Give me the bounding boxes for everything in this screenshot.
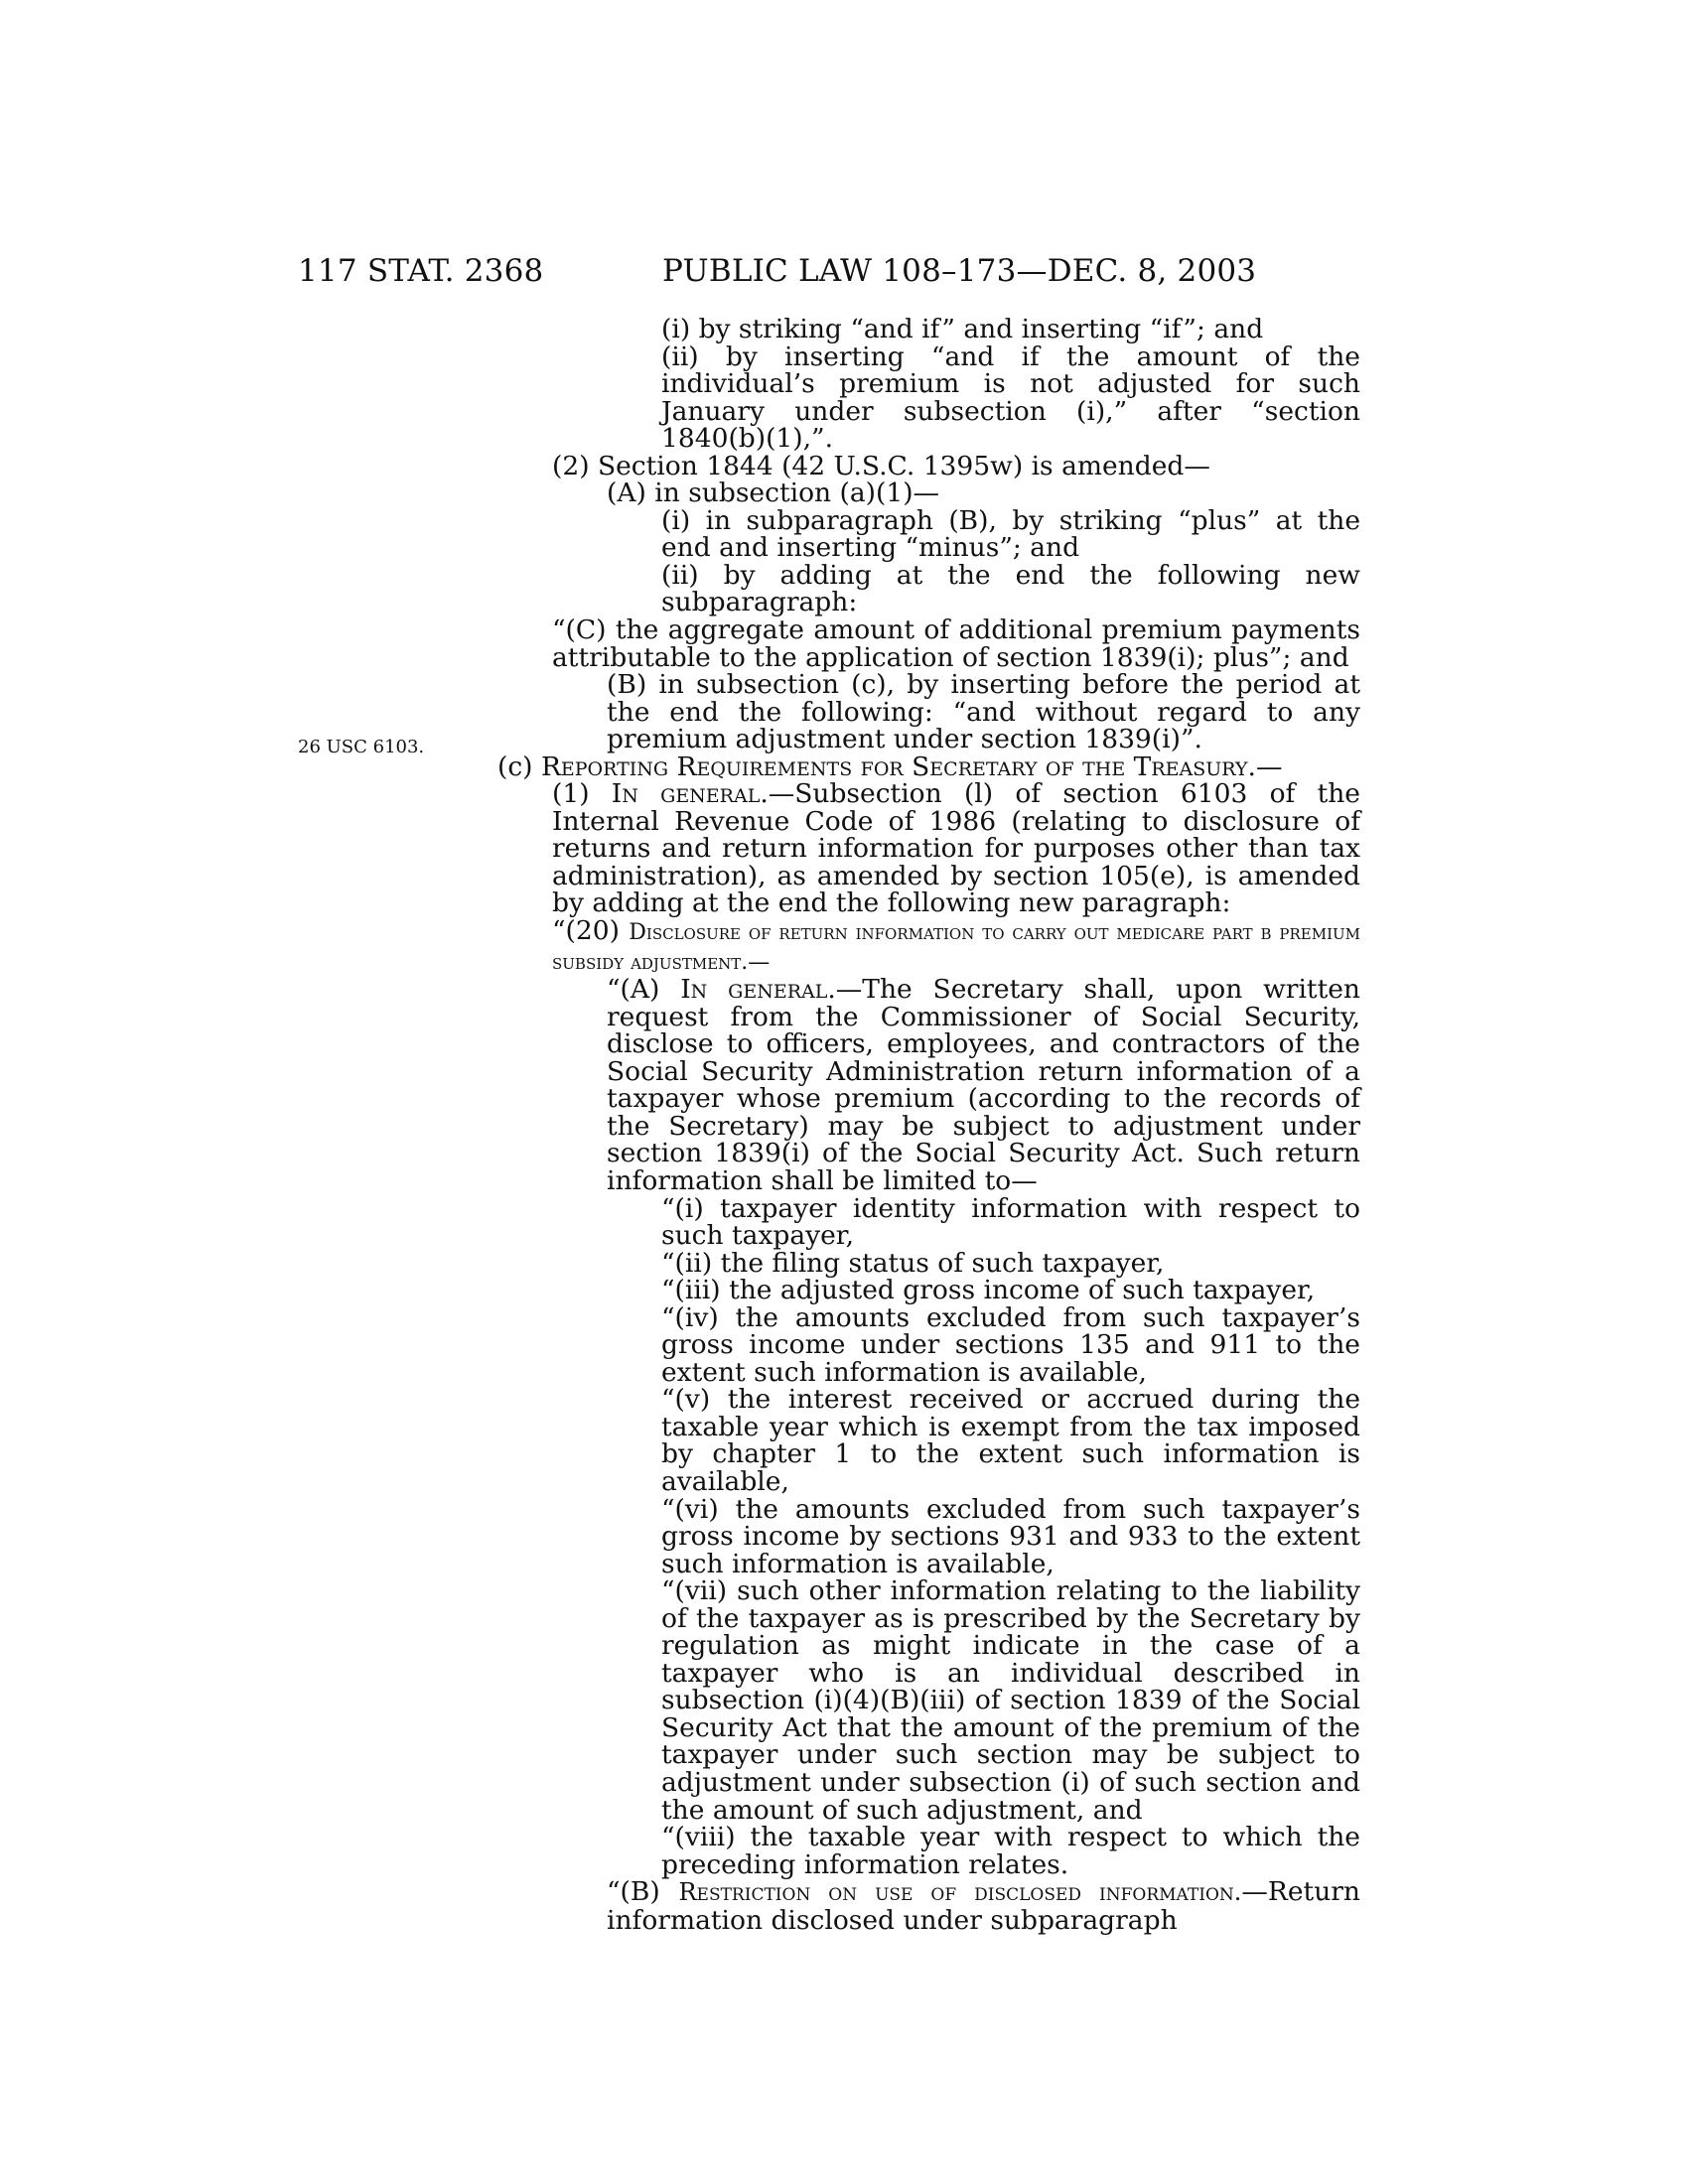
page-running-header: PUBLIC LAW 108–173—DEC. 8, 2003: [662, 253, 1257, 289]
paragraph: (1) In general.—Subsection (l) of section 6103 of the Internal Revenue Code of 1986 (relating to disclosure of returns and return information for purposes other than tax administration), as amended by section 105(e), is amended by adding at the end the following new paragraph:: [552, 778, 1360, 919]
paragraph: “(vii) such other information relating to the liability of the taxpayer as is prescribed by the Secretary by regulation as might indicate in the case of a taxpayer who is an individual described in subsection (i)(4)(B)(iii) of section 1839 of the Social Security Act that the amount of the premium of the taxpayer under such section may be subject to adjustment under subsection (i) of such section and the amount of such adjustment, and: [661, 1575, 1360, 1826]
paragraph: “(iii) the adjusted gross income of such taxpayer,: [661, 1275, 1316, 1306]
paragraph: “(viii) the taxable year with respect to which the preceding information relates.: [661, 1822, 1360, 1880]
paragraph: “(B) Restriction on use of disclosed information.—Return information disclosed under subparagraph: [607, 1876, 1360, 1936]
paragraph: “(A) In general.—The Secretary shall, upon written request from the Commissioner of Social Security, disclose to officers, employees, and contractors of the Social Security Administration return information of a taxpayer whose premium (according to the records of the Secretary) may be subject to adjustment under section 1839(i) of the Social Security Act. Such return information shall be limited to—: [607, 974, 1360, 1196]
paragraph: “(iv) the amounts excluded from such taxpayer’s gross income under sections 135 and 911 to the extent such information is available,: [661, 1301, 1360, 1388]
paragraph: (B) in subsection (c), by inserting before the period at the end the following: “and without regard to any premium adjustment under section 1839(i)”.: [607, 669, 1360, 755]
paragraph: “(20) Disclosure of return information to carry out medicare part b premium subsidy adjustment.—: [552, 915, 1360, 975]
paragraph: “(vi) the amounts excluded from such taxpayer’s gross income by sections 931 and 933 to the extent such information is available,: [661, 1493, 1360, 1579]
paragraph: “(ii) the filing status of such taxpayer,: [661, 1247, 1165, 1279]
page-stat-citation: 117 STAT. 2368: [298, 253, 544, 289]
margin-note: 26 USC 6103.: [298, 737, 425, 757]
paragraph: (A) in subsection (a)(1)—: [607, 478, 940, 509]
paragraph: (i) in subparagraph (B), by striking “plus” at the end and inserting “minus”; and: [661, 504, 1360, 564]
paragraph: (i) by striking “and if” and inserting “if”; and: [661, 314, 1264, 344]
paragraph: “(i) taxpayer identity information with respect to such taxpayer,: [661, 1192, 1360, 1252]
paragraph: (ii) by adding at the end the following new subparagraph:: [661, 559, 1360, 618]
paragraph: “(v) the interest received or accrued during the taxable year which is exempt from the tax imposed by chapter 1 to the extent such information is available,: [661, 1384, 1360, 1497]
section-heading: (c) Reporting Requirements for Secretary of the Treasury.—: [497, 751, 1283, 782]
paragraph: “(C) the aggregate amount of additional premium payments attributable to the application of section 1839(i); plus”; and: [552, 614, 1360, 673]
paragraph: (2) Section 1844 (42 U.S.C. 1395w) is amended—: [552, 450, 1210, 481]
document-body: [0, 316, 1688, 1934]
paragraph: (ii) by inserting “and if the amount of the individual’s premium is not adjusted for such January under subsection (i),” after “section 1840(b)(1),”.: [661, 341, 1360, 455]
